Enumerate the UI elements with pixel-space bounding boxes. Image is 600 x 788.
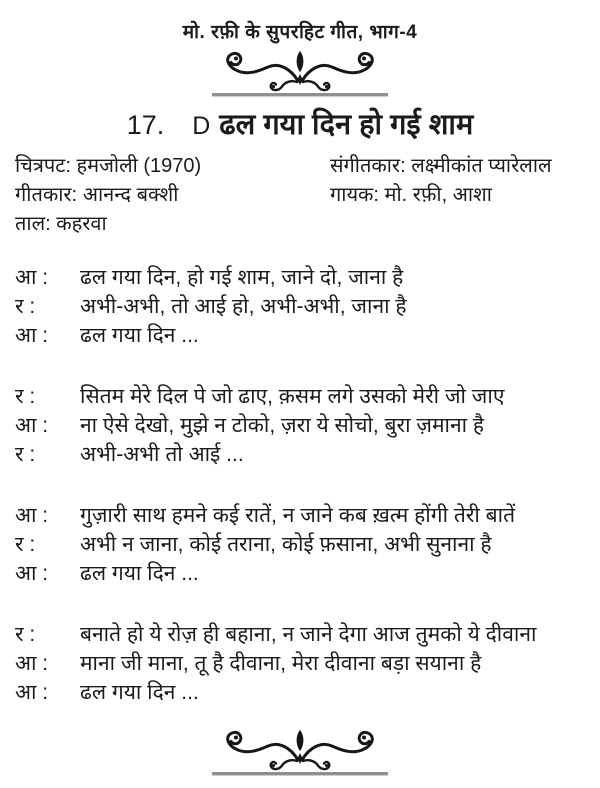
lyric-text: अभी-अभी तो आई ... bbox=[80, 443, 244, 466]
lyric-line bbox=[15, 382, 585, 411]
metadata-row bbox=[15, 210, 330, 239]
song-number: 17. bbox=[126, 110, 165, 140]
singer-label: आ : bbox=[15, 562, 49, 585]
song-metadata bbox=[0, 152, 600, 239]
lyrics-stanza bbox=[15, 382, 585, 469]
lyrics-stanza bbox=[15, 263, 585, 350]
singer-label: आ : bbox=[15, 504, 49, 527]
metadata-row bbox=[15, 181, 330, 210]
metadata-row bbox=[15, 152, 330, 181]
metadata-left-column bbox=[15, 152, 330, 239]
header-ornament bbox=[0, 50, 600, 97]
lyric-text: ना ऐसे देखो, मुझे न टोको, ज़रा ये सोचो, बुरा ज़माना है bbox=[80, 414, 485, 437]
metadata-label: चित्रपट: bbox=[15, 155, 71, 177]
singer-label: आ : bbox=[15, 324, 49, 347]
lyric-line bbox=[15, 559, 585, 588]
lyric-line bbox=[15, 411, 585, 440]
metadata-row bbox=[330, 152, 585, 181]
song-title-prefix: D bbox=[192, 112, 211, 140]
lyric-text: अभी-अभी, तो आई हो, अभी-अभी, जाना है bbox=[80, 295, 407, 318]
singer-label: र : bbox=[15, 295, 36, 318]
lyric-line bbox=[15, 678, 585, 707]
ornament-underline bbox=[212, 772, 388, 776]
metadata-label: गायक: bbox=[330, 184, 379, 206]
lyrics bbox=[0, 263, 600, 707]
lyric-line bbox=[15, 530, 585, 559]
singer-label: आ : bbox=[15, 652, 49, 675]
lyric-line bbox=[15, 321, 585, 350]
metadata-label: ताल: bbox=[15, 213, 51, 235]
singer-label: र : bbox=[15, 385, 36, 408]
footer-ornament bbox=[0, 729, 600, 776]
singer-label: आ : bbox=[15, 414, 49, 437]
singer-label: र : bbox=[15, 623, 36, 646]
metadata-right-column bbox=[330, 152, 585, 239]
ornament-underline bbox=[212, 93, 388, 97]
flourish-divider-icon bbox=[205, 729, 395, 771]
lyric-text: अभी न जाना, कोई तराना, कोई फ़साना, अभी सुनाना है bbox=[80, 533, 492, 556]
book-title: मो. रफ़ी के सुपरहिट गीत, भाग-4 bbox=[182, 22, 418, 43]
metadata-row bbox=[330, 181, 585, 210]
lyric-line bbox=[15, 440, 585, 469]
singer-label: आ : bbox=[15, 681, 49, 704]
singer-label: र : bbox=[15, 443, 36, 466]
lyric-line bbox=[15, 501, 585, 530]
lyric-line bbox=[15, 649, 585, 678]
song-title-text: ढल गया दिन हो गई शाम bbox=[219, 109, 474, 141]
song-title-row bbox=[0, 104, 600, 143]
lyric-text: माना जी माना, तू है दीवाना, मेरा दीवाना बड़ा सयाना है bbox=[80, 652, 482, 675]
singer-label: आ : bbox=[15, 266, 49, 289]
lyric-text: ढल गया दिन ... bbox=[80, 324, 199, 347]
lyric-text: सितम मेरे दिल पे जो ढाए, क़सम लगे उसको मेरी जो जाए bbox=[80, 385, 505, 408]
metadata-value: आनन्द बक्शी bbox=[82, 184, 179, 206]
lyrics-stanza bbox=[15, 501, 585, 588]
lyric-text: ढल गया दिन ... bbox=[80, 562, 199, 585]
lyric-text: गुज़ारी साथ हमने कई रातें, न जाने कब ख़त्म होंगी तेरी बातें bbox=[80, 504, 516, 527]
lyric-line bbox=[15, 292, 585, 321]
lyric-text: बनाते हो ये रोज़ ही बहाना, न जाने देगा आज तुमको ये दीवाना bbox=[80, 623, 537, 646]
metadata-value: कहरवा bbox=[56, 213, 107, 235]
metadata-label: गीतकार: bbox=[15, 184, 78, 206]
lyric-line bbox=[15, 263, 585, 292]
singer-label: र : bbox=[15, 533, 36, 556]
metadata-value: हमजोली (1970) bbox=[76, 155, 202, 177]
metadata-value: मो. रफ़ी, आशा bbox=[384, 184, 492, 206]
lyric-line bbox=[15, 620, 585, 649]
lyrics-stanza bbox=[15, 620, 585, 707]
metadata-value: लक्ष्मीकांत प्यारेलाल bbox=[411, 155, 552, 177]
metadata-label: संगीतकार: bbox=[330, 155, 406, 177]
flourish-divider-icon bbox=[205, 50, 395, 92]
lyric-text: ढल गया दिन, हो गई शाम, जाने दो, जाना है bbox=[80, 266, 404, 289]
lyric-text: ढल गया दिन ... bbox=[80, 681, 199, 704]
